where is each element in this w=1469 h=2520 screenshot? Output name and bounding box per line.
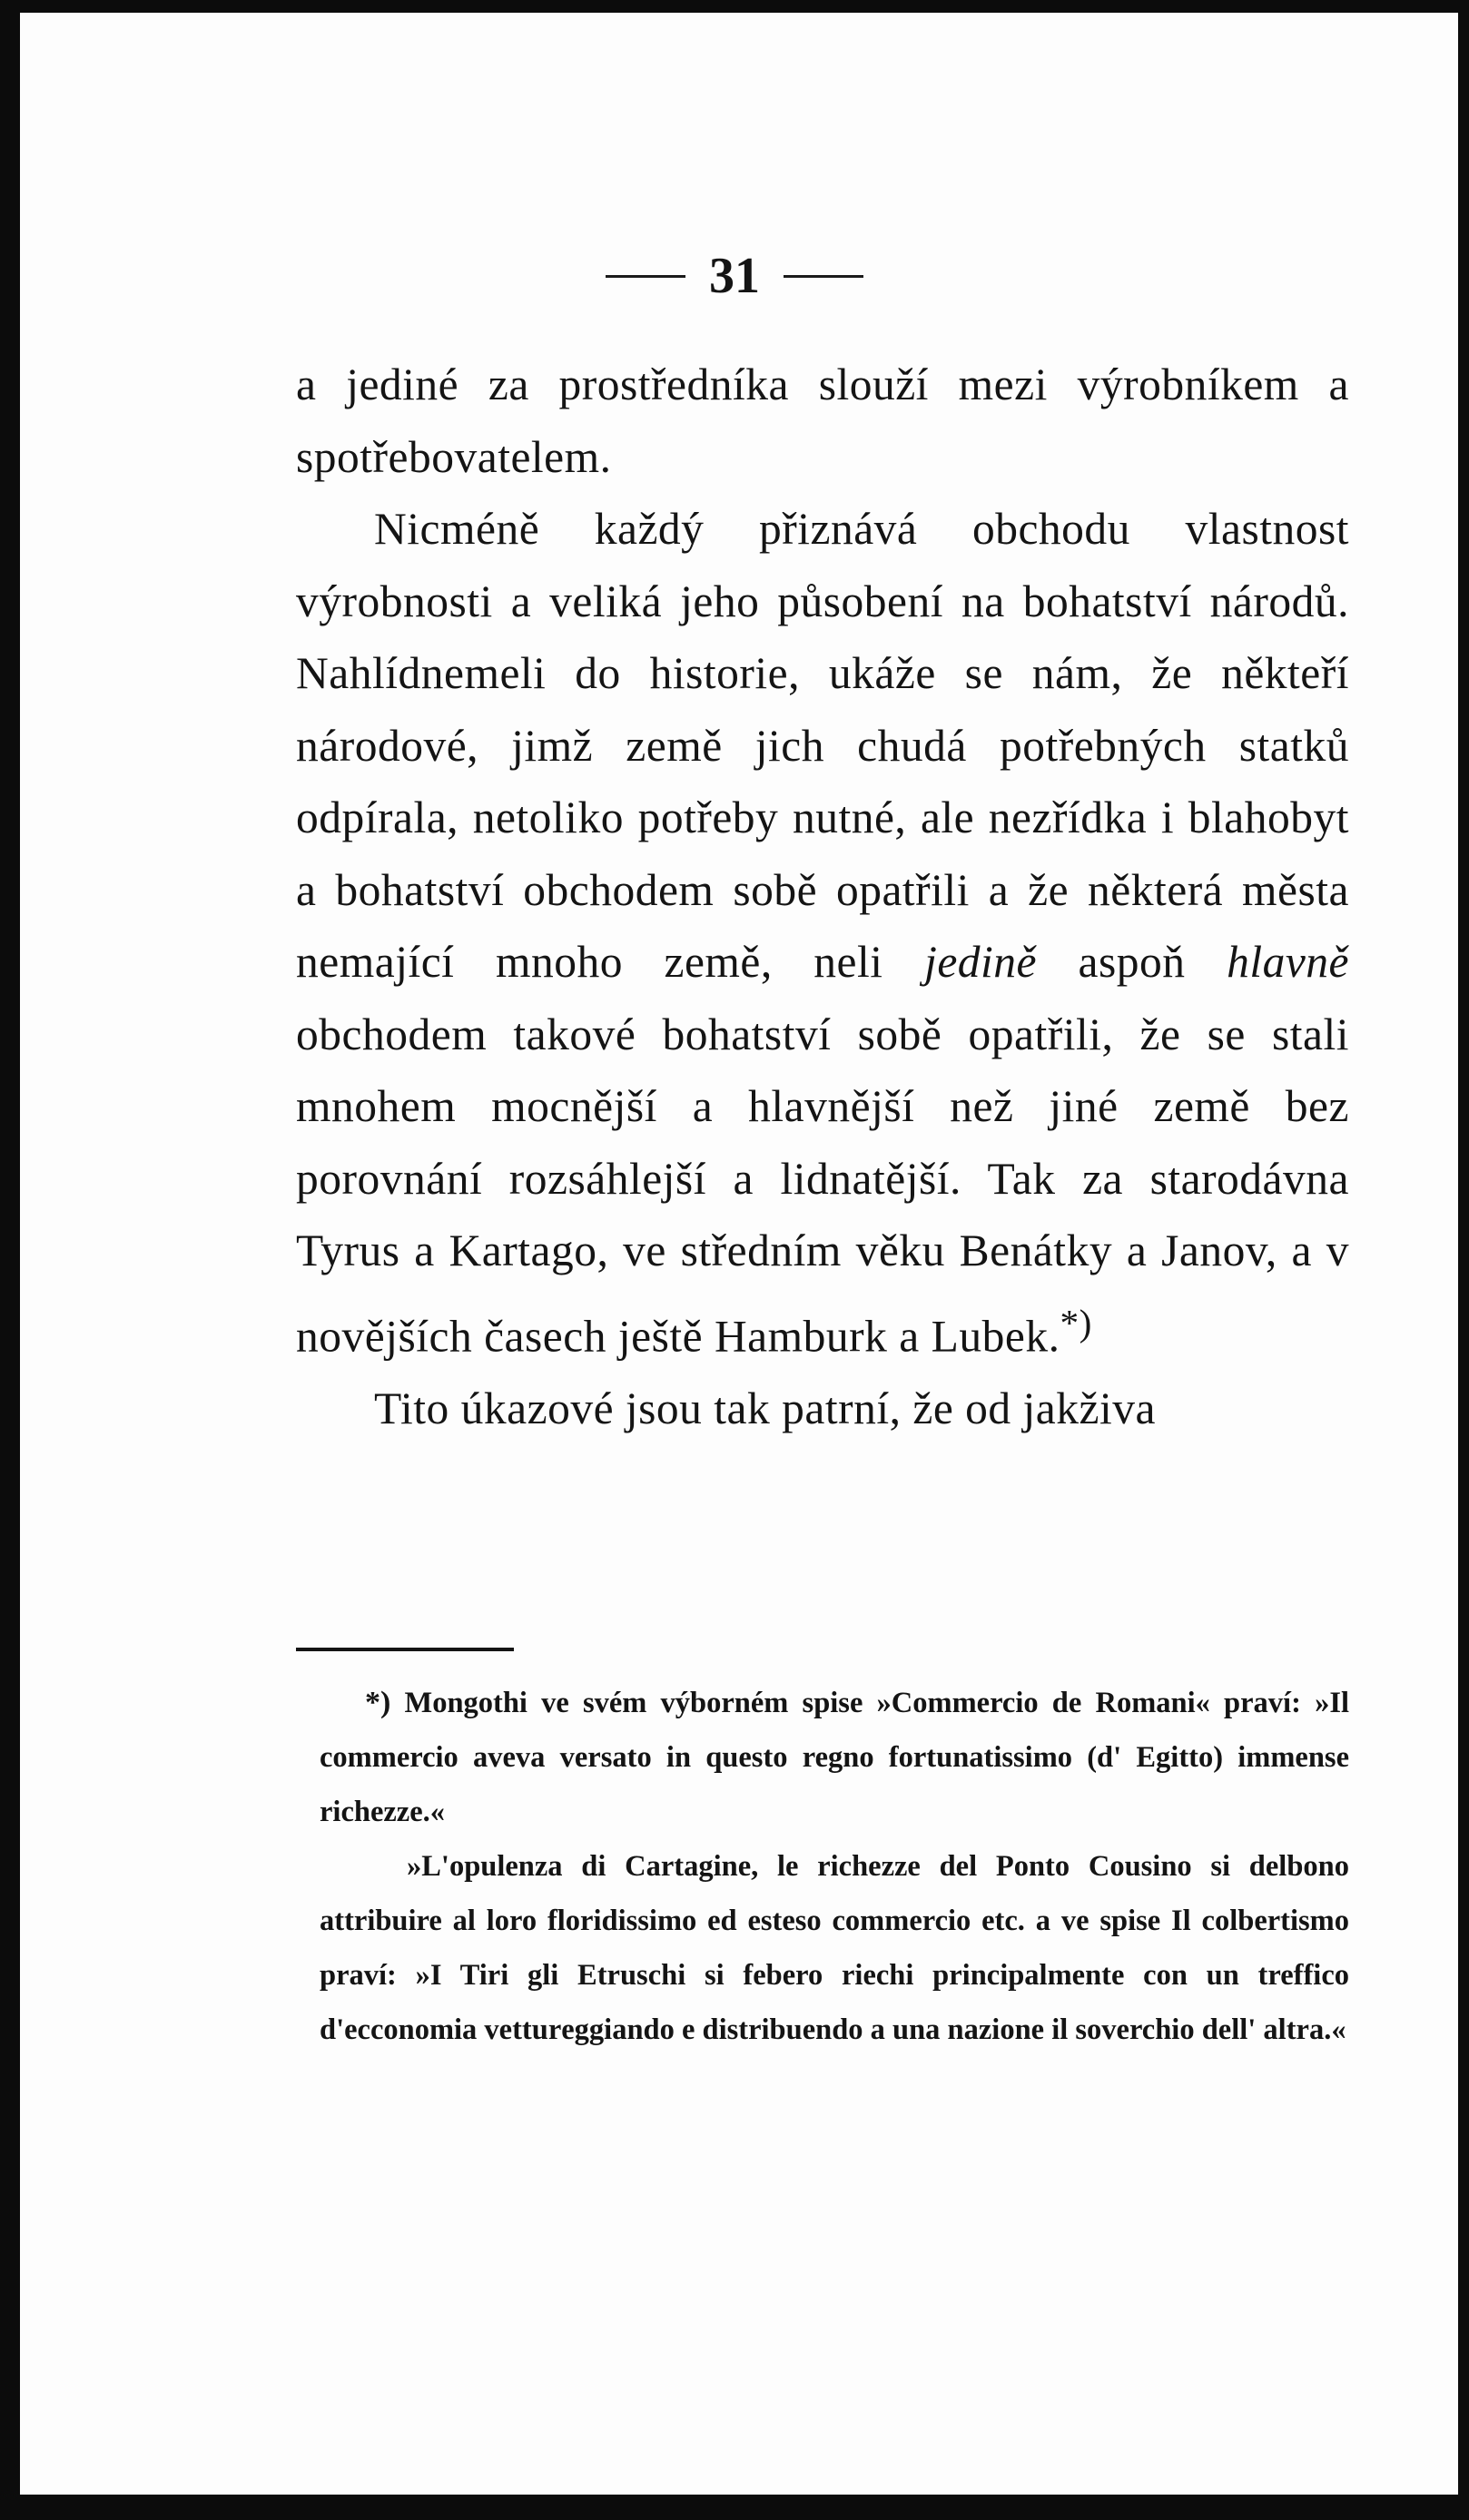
main-paragraph xyxy=(296,493,1349,1373)
continuation-paragraph: a jediné za prostředníka slouží mezi výrobníkem a spotřebovatelem. xyxy=(296,359,1349,482)
header-dash-left xyxy=(606,275,685,278)
italic-word-hlavne: hlavně xyxy=(1227,937,1350,987)
scan-border-top xyxy=(0,0,1469,13)
paragraph-text-aspon: aspoň xyxy=(1078,937,1186,987)
scan-border-bottom xyxy=(0,2495,1469,2520)
paragraph-text-1: Nicméně každý přiznává obchodu vlastnost výrobnosti a veliká jeho působení na bohatství národů. Nahlídnemeli do historie, ukáže se nám, že někteří národové, jimž země jich chudá potřebných statků odpírala, netoliko potřeby nutné, ale nezřídka i blahobyt a bohatství obchodem sobě opatřili a že některá města nemající mnoho země, neli xyxy=(296,504,1349,987)
scan-border-right xyxy=(1458,0,1469,2520)
footnote-marker: *) xyxy=(365,1686,391,1719)
footnote-1 xyxy=(320,1676,1349,1839)
page-number: 31 xyxy=(709,248,760,304)
next-paragraph: Tito úkazové jsou tak patrní, že od jakživa xyxy=(374,1383,1156,1433)
footnote-reference: *) xyxy=(1060,1301,1092,1344)
page-header xyxy=(0,243,1469,309)
header-dash-right xyxy=(784,275,863,278)
footnote-1-text: Mongothi ve svém výborném spise »Commercio de Romani« praví: »Il commercio aveva versato in questo regno fortunatissimo (d' Egitto) immense richezze.« xyxy=(320,1687,1350,1828)
paragraph-text-2: obchodem takové bohatství sobě opatřili, že se stali mnohem mocnější a hlavnější než jiné země bez porovnání rozsáhlejší a lidnatější. Tak za starodávna Tyrus a Kartago, ve středním věku Benátky a Janov, a v novějších časech ještě Hamburk a Lubek. xyxy=(296,1009,1349,1361)
scan-border-left xyxy=(0,0,20,2520)
footnotes xyxy=(320,1676,1349,2057)
body-text xyxy=(296,349,1349,1444)
italic-word-jedine: jedině xyxy=(924,937,1038,987)
footnote-separator xyxy=(296,1648,514,1651)
footnote-2: »L'opulenza di Cartagine, le richezze del Ponto Cousino si delbono attribuire al loro floridissimo ed esteso commercio etc. a ve spise Il colbertismo praví: »I Tiri gli Etruschi si febero riechi principalmente con un treffico d'ecconomia vetturеggiando e distribuendo a una nazione il soverchio dell' altra.« xyxy=(320,1850,1349,2046)
